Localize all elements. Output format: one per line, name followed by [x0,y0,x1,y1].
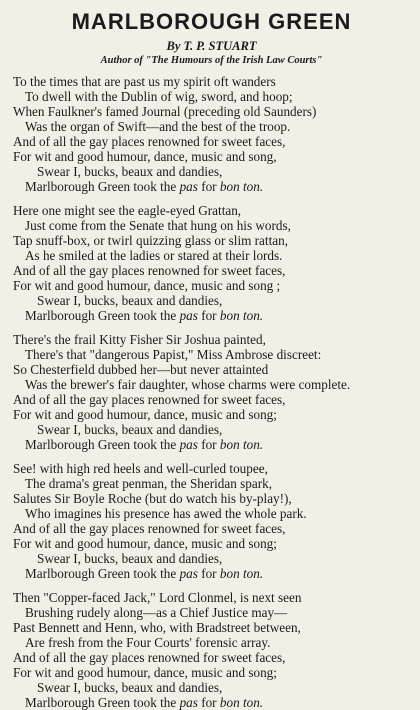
refrain-part: pas [179,437,198,452]
refrain-part: bon ton. [219,566,264,581]
poem-line: There's that "dangerous Papist," Miss Ambrose discreet: [25,347,322,362]
poem-line: For wit and good humour, dance, music and song; [13,407,277,422]
poem-line: When Faulkner's famed Journal (preceding old Saunders) [13,104,317,119]
poem-line: To the times that are past us my spirit oft wanders [13,74,276,89]
refrain-line [13,437,410,452]
refrain-part: Marlborough Green took the [25,566,180,581]
refrain-part: pas [179,308,198,323]
poem-line: For wit and good humour, dance, music and song ; [13,278,281,293]
poem-line: Swear I, bucks, beaux and dandies, [37,551,223,566]
poem-line: Swear I, bucks, beaux and dandies, [37,422,223,437]
poem-line: To dwell with the Dublin of wig, sword, and hoop; [25,89,293,104]
stanza [13,461,410,581]
poem-line: Salutes Sir Boyle Roche (but do watch his by-play!), [13,491,292,506]
refrain-part: for [197,695,220,710]
poem-line: Brushing rudely along—as a Chief Justice may— [25,605,288,620]
poem-line: Are fresh from the Four Courts' forensic array. [25,635,271,650]
poem-line: Was the brewer's fair daughter, whose charms were complete. [25,377,351,392]
refrain-part: pas [179,566,198,581]
byline: By T. P. STUART [166,39,257,53]
refrain-part: for [197,308,220,323]
poem-line: Tap snuff-box, or twirl quizzing glass or slim rattan, [13,233,288,248]
poem-line: Here one might see the eagle-eyed Grattan, [13,203,242,218]
refrain-line [13,179,410,194]
poem-line: And of all the gay places renowned for sweet faces, [13,650,286,665]
refrain-part: bon ton. [219,179,264,194]
poem-line: Swear I, bucks, beaux and dandies, [37,680,223,695]
refrain-part: Marlborough Green took the [25,308,180,323]
stanza [13,332,410,452]
poem-line: And of all the gay places renowned for sweet faces, [13,392,286,407]
poem-body [13,74,410,710]
poem-line: Who imagines his presence has awed the whole park. [25,506,307,521]
refrain-part: for [197,179,220,194]
refrain-part: Marlborough Green took the [25,695,180,710]
poem-line: See! with high red heels and well-curled toupee, [13,461,268,476]
poem-line: Then "Copper-faced Jack," Lord Clonmel, is next seen [13,590,302,605]
refrain-part: for [197,437,220,452]
poem-line: And of all the gay places renowned for sweet faces, [13,263,286,278]
poem-line: So Chesterfield dubbed her—but never attainted [13,362,269,377]
poem-line: And of all the gay places renowned for sweet faces, [13,521,286,536]
poem-line: Swear I, bucks, beaux and dandies, [37,164,223,179]
refrain-part: pas [179,695,198,710]
poem-line: For wit and good humour, dance, music and song; [13,536,277,551]
poem-line: There's the frail Kitty Fisher Sir Joshua painted, [13,332,266,347]
poem-line: Past Bennett and Henn, who, with Bradstreet between, [13,620,301,635]
stanza [13,590,410,710]
poem-line: For wit and good humour, dance, music and song; [13,665,277,680]
stanza [13,74,410,194]
poem-line: And of all the gay places renowned for sweet faces, [13,134,286,149]
author-note: Author of "The Humours of the Irish Law Courts" [100,55,323,66]
poem-line: The drama's great penman, the Sheridan spark, [25,476,272,491]
stanza [13,203,410,323]
poem-line: For wit and good humour, dance, music and song, [13,149,277,164]
refrain-part: Marlborough Green took the [25,437,180,452]
poem-line: As he smiled at the ladies or stared at their lords. [25,248,283,263]
refrain-line [13,308,410,323]
refrain-line [13,695,410,710]
poem-line: Just come from the Senate that hung on his words, [25,218,291,233]
refrain-part: bon ton. [219,437,264,452]
refrain-part: pas [179,179,198,194]
refrain-part: bon ton. [219,308,264,323]
poem-line: Swear I, bucks, beaux and dandies, [37,293,223,308]
refrain-part: bon ton. [219,695,264,710]
refrain-part: Marlborough Green took the [25,179,180,194]
refrain-part: for [197,566,220,581]
poem-line: Was the organ of Swift—and the best of the troop. [25,119,291,134]
poem-title: MARLBOROUGH GREEN [71,9,352,34]
